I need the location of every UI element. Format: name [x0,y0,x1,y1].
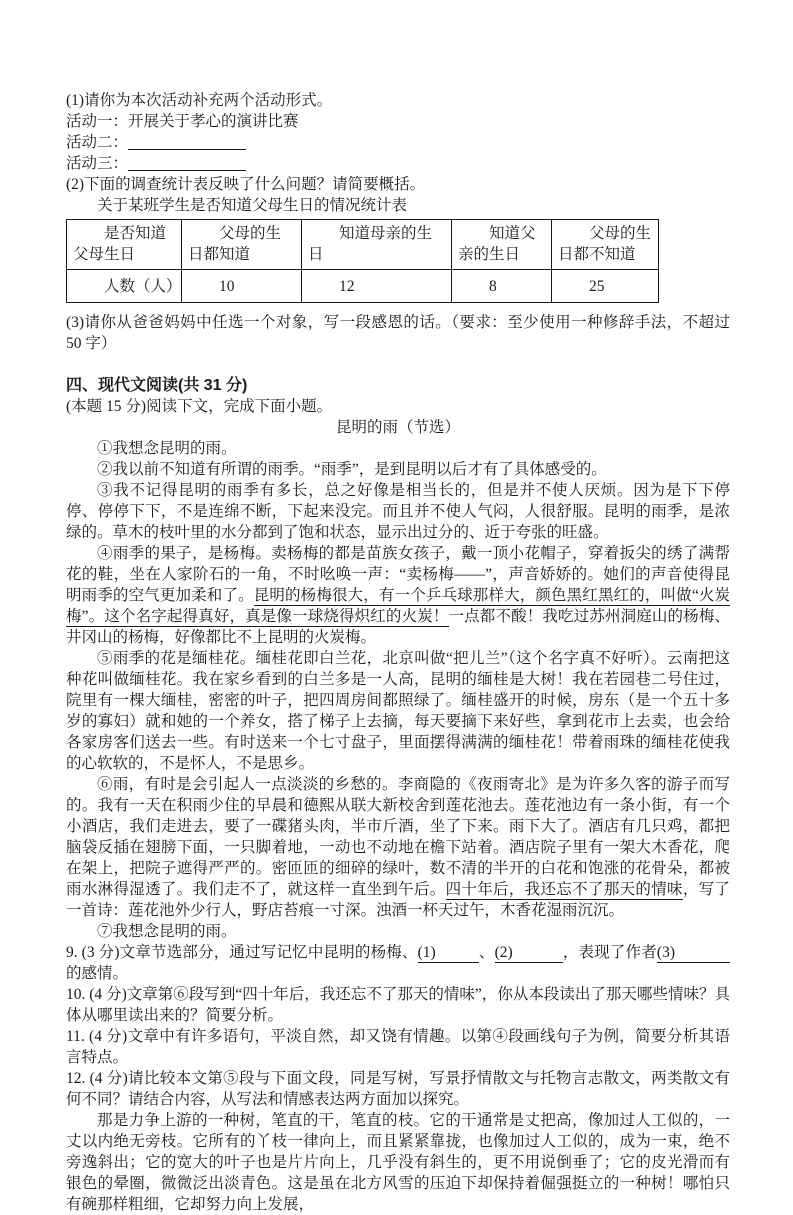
question-9-blank-2: (2) [495,944,563,963]
blank-line [66,354,730,375]
question-9-blank-3: (3) [657,944,730,963]
question-1-prompt: (1)请你为本次活动补充两个活动形式。 [66,92,333,109]
comparison-passage: 那是力争上游的一种树，笔直的干，笔直的枝。它的干通常是丈把高，像加过人工似的，一丈以内绝无旁枝。它所有的丫枝一律向上，而且紧紧靠拢，也像加过人工似的，成为一束，绝不旁逸斜出；它的宽大的叶子也是片片向上，几乎没有斜生的，更不用说倒垂了；它的皮光滑而有银色的晕圈，微微泛出淡青色。这是虽在北方风雪的压迫下却保持着倔强挺立的一种树！哪怕只有碗那样粗细，它却努力向上发展， [66,1112,730,1213]
table-header-cell: 是否知道父母生日 [67,220,182,270]
survey-table [66,219,659,303]
question-9-blank-1: (1) [418,944,479,963]
passage-paragraph-3: ③我不记得昆明的雨季有多长，总之好像是相当长的，但是并不使人厌烦。因为是下下停停、停停下下，不是连绵不断，下起来没完。而且并不使人气闷，人很舒服。昆明的雨季，是浓绿的。草木的枝叶里的水分都到了饱和状态，显示出过分的、近于夸张的旺盛。 [66,482,730,541]
paragraph-4-underlined-sentence: 昆明的杨梅很大，有一个乒乓球那样大，颜色黑红黑红的，叫做“火炭梅”。这个名字起得真好，真是像一球烧得炽红的火炭！ [66,587,730,625]
table-value-cell: 12 [302,270,452,303]
table-header-cell: 父母的生日都知道 [182,220,302,270]
question-9-text: ，表现了作者 [562,944,657,961]
table-value-cell: 25 [552,270,659,303]
passage-title: 昆明的雨（节选） [335,419,460,436]
passage-paragraph-2: ②我以前不知道有所谓的雨季。“雨季”，是到昆明以后才有了具体感受的。 [97,461,607,478]
table-caption: 关于某班学生是否知道父母生日的情况统计表 [97,197,408,214]
table-value-row [67,270,659,303]
paragraph-4-text: ④雨季的果子，是杨梅。卖杨梅的都是苗族女孩子，戴一顶小花帽子，穿着扳尖的绣了满帮花的鞋，坐在人家阶石的一角，不时吆唤一声：“卖杨梅——”，声音娇娇的。她们的声音使得昆明雨季的空气更加柔和了。 [66,545,730,604]
section-heading: 四、现代文阅读(共 31 分) [66,377,248,394]
question-10: 10. (4 分)文章第⑥段写到“四十年后，我还忘不了那天的情味”，你从本段读出了那天哪些情味？具体从哪里读出来的？简要分析。 [66,986,730,1024]
table-header-cell: 知道母亲的生日 [302,220,452,270]
activity-1-line: 活动一：开展关于孝心的演讲比赛 [66,113,299,130]
question-11: 11. (4 分)文章中有许多语句，平淡自然，却又饶有情趣。以第④段画线句子为例，简要分析其语言特点。 [66,1028,730,1066]
passage-paragraph-4 [66,543,730,648]
paragraph-6-text: ⑥雨，有时是会引起人一点淡淡的乡愁的。李商隐的《夜雨寄北》是为许多久客的游子而写的。我有一天在积雨少住的早晨和德熙从联大新校舍到莲花池去。莲花池边有一条小街，有一个小酒店，我们走进去，要了一碟猪头肉，半市斤酒，坐了下来。雨下大了。酒店有几只鸡，都把脑袋反插在翅膀下面，一只脚着地，一动也不动地在檐下站着。酒店院子里有一架大木香花，爬在架上，把院子遮得严严的。密匝匝的细碎的绿叶，数不清的半开的白花和饱涨的花骨朵，都被雨水淋得湿透了。我们走不了，就这样一直坐到午后。 [66,776,730,898]
passage-intro: (本题 15 分)阅读下文，完成下面小题。 [66,398,333,415]
answer-blank [128,158,246,171]
table-header-cell: 父母的生日都不知道 [552,220,659,270]
paragraph-4-text: 一点都不酸！我吃过苏州洞庭山的杨梅、井冈山的杨梅，好像都比不上昆明的火炭梅。 [66,608,730,646]
table-header-cell: 知道父亲的生日 [452,220,552,270]
activity-3-label: 活动三： [66,155,129,172]
passage-paragraph-1: ①我想念昆明的雨。 [97,440,237,457]
question-2-prompt: (2)下面的调查统计表反映了什么问题？请简要概括。 [66,176,426,193]
question-9-text: 的感情。 [66,965,129,982]
question-9-text: 9. (3 分)文章节选部分，通过写记忆中昆明的杨梅、 [66,944,418,961]
paragraph-6-text: ，写了一首诗：莲花池外少行人，野店苔痕一寸深。浊酒一杯天过午，木香花湿雨沉沉。 [66,881,730,919]
question-9 [66,942,730,984]
passage-paragraph-5: ⑤雨季的花是缅桂花。缅桂花即白兰花，北京叫做“把儿兰”（这个名字真不好听）。云南把这种花叫做缅桂花。我在家乡看到的白兰多是一人高，昆明的缅桂是大树！我在若园巷二号住过，院里有一棵大缅桂，密密的叶子，把四周房间都照绿了。缅桂盛开的时候，房东（是一个五十多岁的寡妇）就和她的一个养女，搭了梯子上去摘，每天要摘下来好些，拿到花市上去卖，也会给各家房客们送去一些。有时送来一个七寸盘子，里面摆得满满的缅桂花！带着雨珠的缅桂花使我的心软软的，不是怀人，不是思乡。 [66,650,730,772]
table-header-row [67,220,659,270]
activity-3-line [66,153,730,174]
passage-paragraph-6 [66,774,730,921]
paragraph-6-underlined-sentence: 四十年后，我还忘不了那天的情味 [445,881,683,898]
activity-2-line [66,132,730,153]
table-value-cell: 10 [182,270,302,303]
table-value-cell: 8 [452,270,552,303]
question-12: 12. (4 分)请比较本文第⑤段与下面文段，同是写树，写景抒情散文与托物言志散文，两类散文有何不同？请结合内容，从写法和情感表达两方面加以探究。 [66,1070,730,1108]
activity-2-label: 活动二： [66,134,129,151]
table-row-label: 人数（人） [67,270,182,303]
question-3-prompt: (3)请你从爸爸妈妈中任选一个对象，写一段感恩的话。（要求：至少使用一种修辞手法，不超过 50 字） [66,314,730,352]
question-9-text: 、 [478,944,495,961]
answer-blank [128,137,246,150]
passage-paragraph-7: ⑦我想念昆明的雨。 [97,923,237,940]
